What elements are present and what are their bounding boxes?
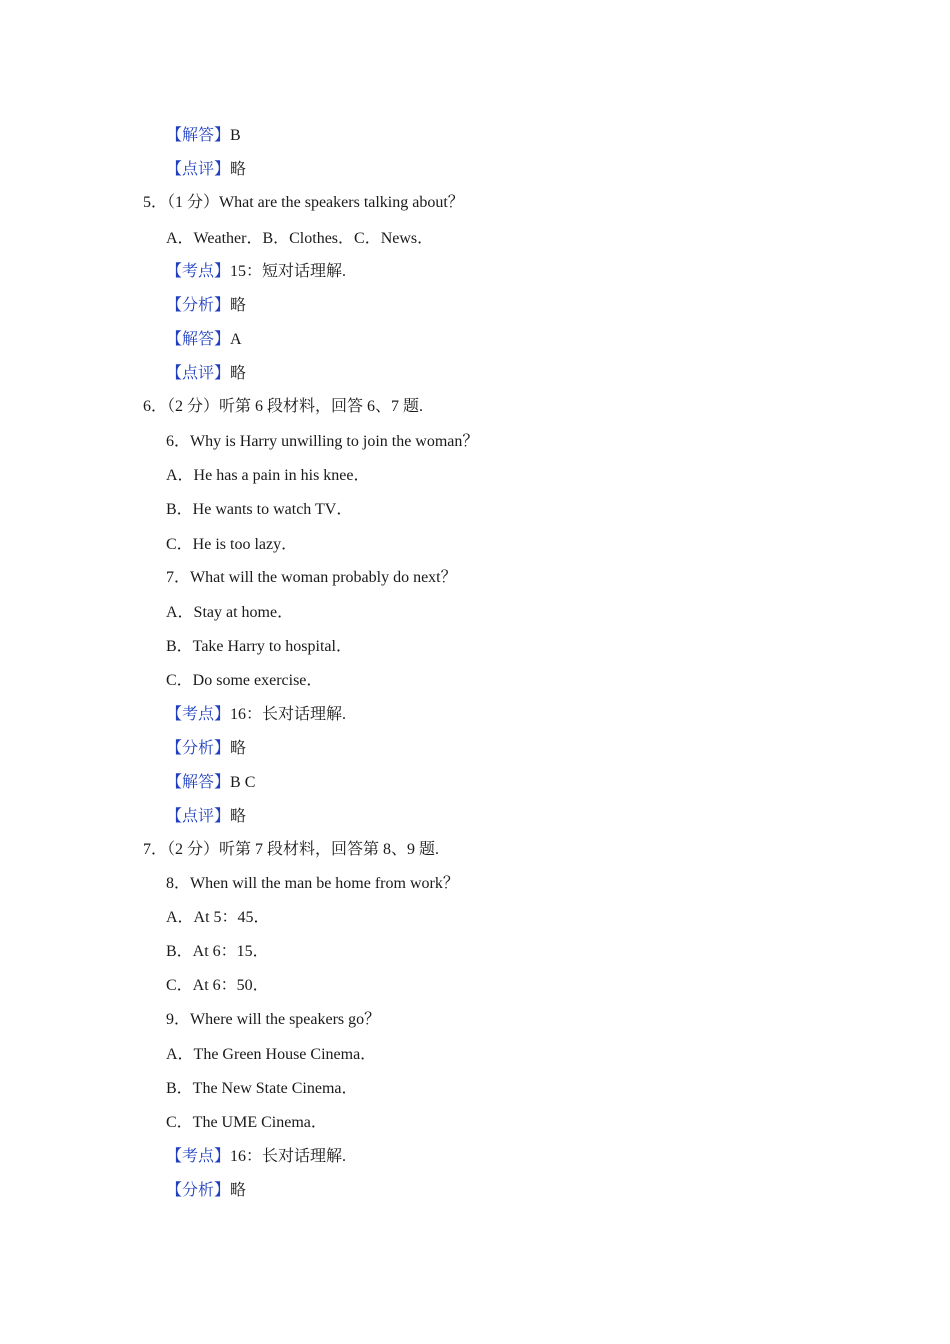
subquestion-9: 9．Where will the speakers go？ [166, 1011, 381, 1028]
answer-tag: 【解答】 [166, 331, 231, 348]
kaodian-line [166, 262, 346, 282]
analysis-text: 略 [230, 297, 247, 314]
answer-text: B C [230, 774, 256, 791]
answer-tag: 【解答】 [166, 127, 231, 144]
answer-text: A [230, 331, 242, 348]
kaodian-text: 16：长对话理解. [230, 706, 347, 723]
analysis-line [166, 296, 246, 316]
analysis-text: 略 [230, 1182, 247, 1199]
answer-line [166, 126, 241, 146]
analysis-tag: 【分析】 [166, 1182, 231, 1199]
kaodian-line [166, 705, 346, 725]
option-c: C．Do some exercise． [166, 672, 323, 689]
answer-tag: 【解答】 [166, 774, 231, 791]
option-c: C．He is too lazy． [166, 536, 298, 553]
kaodian-tag: 【考点】 [166, 1148, 231, 1165]
question-6: 6．（2 分）听第 6 段材料，回答 6、7 题. [143, 398, 424, 415]
comment-tag: 【点评】 [166, 365, 231, 382]
option-b: B．Take Harry to hospital． [166, 638, 352, 655]
option-a: A．Stay at home． [166, 604, 294, 621]
kaodian-line [166, 1147, 346, 1167]
comment-tag: 【点评】 [166, 161, 231, 178]
option-b: B．He wants to watch TV． [166, 501, 353, 518]
subquestion-8: 8．When will the man be home from work？ [166, 875, 459, 892]
comment-line [166, 160, 246, 180]
comment-line [166, 807, 246, 827]
question-7: 7．（2 分）听第 7 段材料，回答第 8、9 题. [143, 841, 440, 858]
comment-text: 略 [230, 365, 247, 382]
answer-text: B [230, 127, 241, 144]
option-a: A．The Green House Cinema． [166, 1046, 377, 1063]
analysis-line [166, 1181, 246, 1201]
analysis-line [166, 739, 246, 759]
option-b: B．At 6：15． [166, 943, 269, 960]
kaodian-tag: 【考点】 [166, 263, 231, 280]
option-c: C．At 6：50． [166, 977, 269, 994]
kaodian-text: 15：短对话理解. [230, 263, 347, 280]
answer-line [166, 330, 242, 350]
comment-tag: 【点评】 [166, 808, 231, 825]
option-b: B．The New State Cinema． [166, 1080, 358, 1097]
option-a: A．At 5：45． [166, 909, 270, 926]
question-5-options: A．Weather．B．Clothes．C．News． [166, 230, 434, 247]
option-a: A．He has a pain in his knee． [166, 467, 370, 484]
kaodian-tag: 【考点】 [166, 706, 231, 723]
analysis-tag: 【分析】 [166, 297, 231, 314]
subquestion-6: 6．Why is Harry unwilling to join the woman？ [166, 433, 479, 450]
comment-text: 略 [230, 161, 247, 178]
option-c: C．The UME Cinema． [166, 1114, 327, 1131]
subquestion-7: 7．What will the woman probably do next？ [166, 569, 457, 586]
question-5: 5．（1 分）What are the speakers talking about？ [143, 194, 464, 211]
answer-line [166, 773, 255, 793]
comment-text: 略 [230, 808, 247, 825]
kaodian-text: 16：长对话理解. [230, 1148, 347, 1165]
analysis-tag: 【分析】 [166, 740, 231, 757]
analysis-text: 略 [230, 740, 247, 757]
comment-line [166, 364, 246, 384]
